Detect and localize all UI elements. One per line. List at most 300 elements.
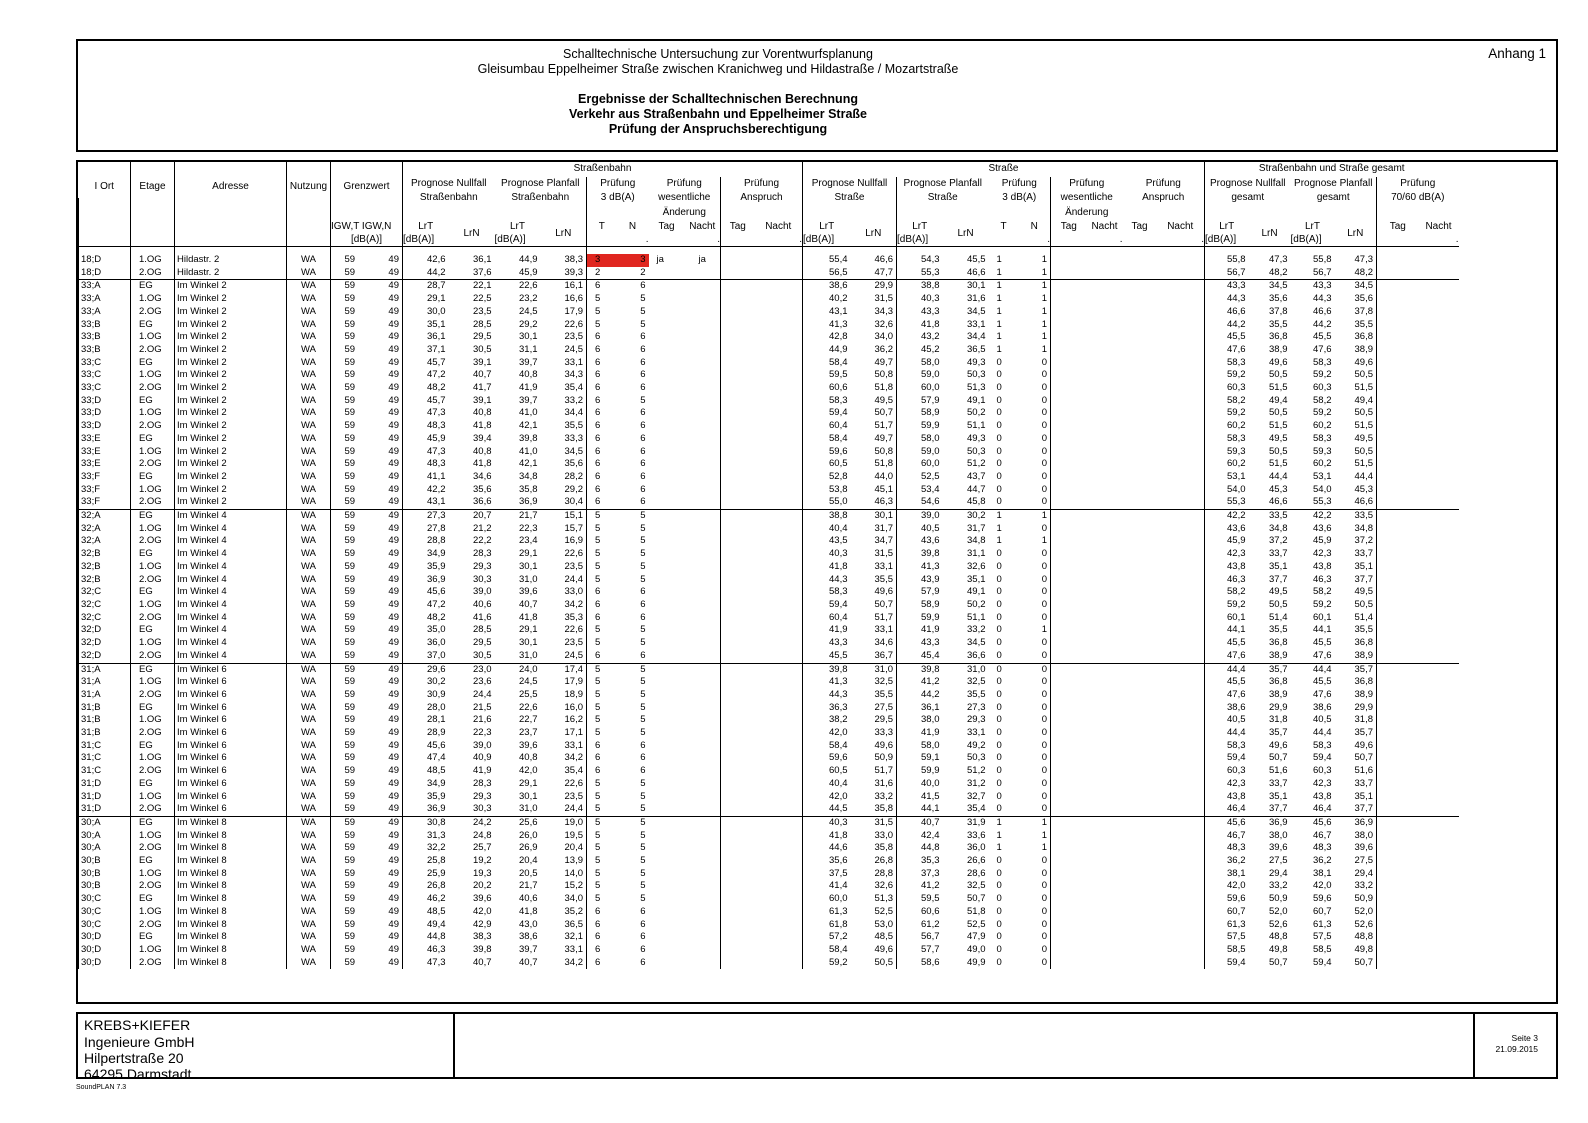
cell-null-tram-lrn: 35,6 [473, 483, 492, 495]
cell-null-road-lrt: 58,3 [803, 586, 851, 599]
cell-tram-wes-tag [649, 906, 685, 919]
cell-plan-tram-lrt: 20,4 [519, 855, 538, 867]
cell-plan-road-lrn: 34,5 [967, 637, 986, 649]
cell-empty [1157, 880, 1205, 893]
cell-empty [1157, 280, 1205, 293]
cell-tram-3db-n: 5 [617, 816, 649, 829]
cell-adresse: Im Winkel 2 [175, 357, 287, 370]
cell-nutzung: WA [287, 433, 331, 446]
col-header-sub [1419, 220, 1459, 247]
cell-empty [755, 880, 803, 893]
cell-null-road-lrt: 44,3 [803, 689, 851, 702]
cell-empty [1419, 880, 1459, 893]
col-header-sub [1205, 220, 1249, 247]
cell-nutzung: WA [287, 357, 331, 370]
cell-road-3db-n: 0 [1041, 803, 1047, 815]
cell-tram-3db-n: 6 [640, 458, 646, 470]
cell-plan-tram-lrn: 35,3 [564, 611, 583, 623]
cell-null-total-lrt: 58,2 [1205, 395, 1249, 408]
cell-null-total-lrn: 50,5 [1269, 369, 1288, 381]
cell-null-road-lrt: 35,6 [803, 855, 851, 868]
table-row [79, 957, 1459, 970]
cell-igw-n: 49 [388, 752, 399, 764]
cell-plan-road-lrn: 30,1 [943, 280, 989, 293]
cell-nutzung: WA [287, 816, 331, 829]
cell-igw-t: 59 [331, 420, 369, 433]
cell-igw-n: 49 [388, 254, 399, 265]
cell-adresse: Im Winkel 2 [175, 420, 287, 433]
cell-null-tram-lrt: 44,8 [403, 931, 449, 944]
cell-road-3db-t: 0 [996, 688, 1002, 700]
cell-empty [1157, 496, 1205, 509]
cell-empty [1051, 254, 1087, 267]
cell-empty [1419, 306, 1459, 319]
cell-empty [1087, 791, 1123, 804]
cell-empty [755, 586, 803, 599]
cell-empty [721, 702, 755, 715]
col-header-line: Prognose Nullfall [811, 177, 888, 189]
col-header-etage: Etage [131, 177, 175, 199]
cell-empty [1051, 906, 1087, 919]
cell-tram-wes-tag [649, 714, 685, 727]
cell-null-total-lrn: 29,4 [1269, 867, 1288, 879]
header-blank [175, 220, 287, 247]
cell-empty [1157, 893, 1205, 906]
cell-plan-road-lrt: 54,6 [897, 496, 943, 509]
cell-igw-t: 59 [331, 931, 369, 944]
cell-adresse: Im Winkel 8 [175, 855, 287, 868]
cell-empty [755, 650, 803, 663]
cell-ort: 33;D [79, 407, 131, 420]
cell-null-tram-lrt: 28,9 [403, 727, 449, 740]
cell-etage: 1.OG [131, 561, 175, 574]
cell-empty [1123, 496, 1157, 509]
cell-road-3db-n: 1 [1041, 624, 1047, 636]
cell-null-tram-lrt: 35,9 [403, 791, 449, 804]
cell-empty [1051, 599, 1087, 612]
cell-road-3db-t: 1 [989, 280, 1019, 293]
cell-empty [755, 293, 803, 306]
cell-tram-wes-tag [649, 740, 685, 753]
cell-plan-tram-lrt: 22,3 [519, 522, 538, 534]
cell-road-3db-n: 0 [1041, 470, 1047, 482]
cell-plan-tram-lrt: 30,1 [519, 560, 538, 572]
cell-null-total-lrt: 47,6 [1205, 344, 1249, 357]
cell-tram-3db-n: 5 [640, 624, 646, 636]
cell-etage: 2.OG [131, 574, 175, 587]
cell-empty [1419, 714, 1459, 727]
cell-empty [1051, 267, 1087, 280]
cell-empty [721, 778, 755, 791]
cell-tram-wes-tag [649, 727, 685, 740]
cell-plan-total-lrn: 38,0 [1354, 829, 1373, 841]
cell-ort: 32;A [79, 535, 131, 548]
cell-plan-total-lrn: 52,6 [1354, 918, 1373, 930]
cell-igw-t: 59 [331, 624, 369, 637]
cell-tram-wes-tag [649, 880, 685, 893]
cell-adresse: Im Winkel 8 [175, 931, 287, 944]
cell-nutzung: WA [287, 331, 331, 344]
cell-null-tram-lrn: 22,5 [473, 293, 492, 305]
cell-plan-tram-lrt: 21,7 [519, 880, 538, 892]
cell-plan-total-lrt: 59,4 [1313, 752, 1332, 764]
cell-tram-wes-nacht [685, 344, 721, 357]
cell-empty [1419, 791, 1459, 804]
cell-ort: 31;D [79, 791, 131, 804]
cell-empty [1051, 407, 1087, 420]
col-header-sub [803, 220, 851, 247]
cell-tram-3db-t: 5 [587, 702, 617, 715]
cell-tram-wes-tag [649, 420, 685, 433]
cell-plan-tram-lrt: 30,1 [519, 790, 538, 802]
cell-tram-3db-n: 6 [640, 765, 646, 777]
cell-tram-wes-nacht [685, 510, 721, 523]
cell-ort: 33;B [79, 319, 131, 332]
cell-null-total-lrn: 51,5 [1269, 382, 1288, 394]
cell-plan-road-lrn: 31,2 [967, 777, 986, 789]
cell-null-total-lrn: 31,8 [1269, 714, 1288, 726]
cell-empty [1087, 906, 1123, 919]
cell-plan-total-lrn: 49,5 [1354, 432, 1373, 444]
cell-plan-tram-lrn: 19,0 [541, 816, 587, 829]
cell-plan-road-lrn: 43,7 [967, 470, 986, 482]
header-line-1: Schalltechnische Untersuchung zur Vorentwurfsplanung [563, 47, 873, 61]
cell-empty [1377, 280, 1419, 293]
cell-igw-n: 49 [388, 765, 399, 777]
cell-empty [1377, 254, 1419, 267]
cell-null-total-lrn: 33,7 [1269, 777, 1288, 789]
col-header-igw [331, 220, 403, 247]
table-row [79, 689, 1459, 702]
cell-empty [721, 931, 755, 944]
cell-empty [1051, 382, 1087, 395]
cell-plan-road-lrt: 38,0 [897, 714, 943, 727]
cell-null-road-lrn: 33,1 [874, 624, 893, 636]
cell-plan-total-lrn: 29,4 [1354, 867, 1373, 879]
cell-empty [1377, 816, 1419, 829]
cell-empty [1051, 484, 1087, 497]
cell-road-3db-n: 1 [1041, 343, 1047, 355]
cell-null-road-lrt: 58,3 [803, 395, 851, 408]
cell-tram-wes-nacht [685, 357, 721, 370]
cell-empty [1377, 944, 1419, 957]
cell-empty [755, 702, 803, 715]
cell-plan-total-lrn: 50,5 [1354, 598, 1373, 610]
cell-plan-total-lrn: 50,5 [1354, 445, 1373, 457]
cell-road-3db-t: 0 [996, 790, 1002, 802]
cell-null-total-lrn: 46,6 [1269, 496, 1288, 508]
cell-plan-total-lrt: 60,1 [1313, 611, 1332, 623]
cell-plan-road-lrn: 45,5 [967, 254, 986, 265]
cell-null-tram-lrt: 45,6 [403, 586, 449, 599]
col-header-line: gesamt [1231, 192, 1265, 203]
cell-empty [721, 919, 755, 932]
cell-null-road-lrt: 36,3 [803, 702, 851, 715]
cell-null-total-lrt: 46,3 [1205, 574, 1249, 587]
cell-igw-t: 59 [331, 842, 369, 855]
cell-empty [1051, 306, 1087, 319]
cell-empty [1157, 778, 1205, 791]
cell-plan-road-lrn: 32,5 [967, 676, 986, 688]
cell-empty [1051, 586, 1087, 599]
cell-tram-wes-tag [649, 369, 685, 382]
cell-empty [1157, 357, 1205, 370]
cell-null-tram-lrt: 42,2 [403, 484, 449, 497]
cell-empty [1051, 855, 1087, 868]
cell-empty [721, 471, 755, 484]
cell-plan-tram-lrn: 16,9 [564, 535, 583, 547]
cell-empty [1123, 893, 1157, 906]
cell-empty [1123, 957, 1157, 970]
cell-null-total-lrn: 36,8 [1269, 676, 1288, 688]
cell-plan-total-lrt: 45,6 [1291, 816, 1335, 829]
cell-tram-3db-n: 5 [640, 803, 646, 815]
cell-null-road-lrt: 39,8 [803, 663, 851, 676]
cell-null-tram-lrn: 23,0 [449, 663, 495, 676]
cell-empty [1157, 344, 1205, 357]
cell-tram-wes-nacht [685, 369, 721, 382]
cell-igw-n: 49 [369, 816, 403, 829]
cell-empty [1123, 319, 1157, 332]
cell-empty [1123, 803, 1157, 816]
cell-plan-total-lrn: 49,5 [1354, 586, 1373, 598]
cell-igw-t: 59 [331, 765, 369, 778]
cell-tram-3db-n: 6 [640, 445, 646, 457]
cell-null-road-lrn: 51,3 [874, 893, 893, 905]
cell-empty [755, 689, 803, 702]
cell-empty [1377, 727, 1419, 740]
cell-empty [755, 868, 803, 881]
cell-igw-t: 59 [331, 535, 369, 548]
cell-nutzung: WA [287, 714, 331, 727]
col-header-line: T [1000, 221, 1007, 232]
cell-null-tram-lrt: 26,8 [403, 880, 449, 893]
cell-tram-wes-tag [649, 548, 685, 561]
cell-tram-wes-nacht [685, 535, 721, 548]
cell-empty [1051, 752, 1087, 765]
cell-nutzung: WA [287, 868, 331, 881]
cell-road-3db-n: 0 [1041, 382, 1047, 394]
col-header-line: Anspruch [740, 192, 783, 203]
header-blank [287, 198, 331, 220]
cell-plan-tram-lrn: 34,2 [564, 752, 583, 764]
cell-tram-wes-tag [649, 637, 685, 650]
cell-null-road-lrt: 53,8 [803, 484, 851, 497]
row-spacer [541, 247, 587, 255]
cell-null-road-lrn: 46,6 [874, 254, 893, 265]
cell-empty [721, 496, 755, 509]
cell-ort: 33;C [79, 382, 131, 395]
cell-null-total-lrt: 59,6 [1205, 893, 1249, 906]
cell-ort: 18;D [79, 267, 131, 280]
col-header-line: Prognose Planfall [501, 177, 580, 189]
cell-empty [755, 407, 803, 420]
cell-plan-tram-lrt: 41,8 [519, 611, 538, 623]
cell-plan-road-lrn: 27,3 [967, 701, 986, 713]
cell-null-road-lrt: 37,5 [803, 868, 851, 881]
cell-ort: 32;A [79, 510, 131, 523]
cell-nutzung: WA [287, 523, 331, 536]
cell-tram-wes-nacht [685, 689, 721, 702]
cell-null-total-lrn: 35,6 [1269, 293, 1288, 305]
cell-empty [1419, 458, 1459, 471]
cell-empty [1087, 548, 1123, 561]
col-header-line: Prüfung [1145, 177, 1181, 189]
cell-null-tram-lrt: 45,9 [403, 433, 449, 446]
cell-igw-t: 59 [331, 586, 369, 599]
cell-tram-wes-tag [649, 803, 685, 816]
cell-adresse: Im Winkel 4 [175, 523, 287, 536]
table-row [79, 752, 1459, 765]
cell-tram-3db-t: 5 [587, 561, 617, 574]
cell-empty [1377, 689, 1419, 702]
cell-igw-n: 49 [388, 331, 399, 343]
cell-null-total-lrn: 49,6 [1269, 739, 1288, 751]
cell-null-tram-lrn: 39,8 [473, 943, 492, 955]
cell-empty [1123, 676, 1157, 689]
cell-plan-road-lrn: 31,6 [967, 293, 986, 305]
cell-empty [755, 816, 803, 829]
cell-plan-road-lrn: 51,2 [967, 458, 986, 470]
cell-tram-wes-tag [649, 855, 685, 868]
col-header-line: LrN [463, 227, 480, 239]
cell-tram-wes-tag [649, 752, 685, 765]
cell-igw-n: 49 [388, 956, 399, 968]
cell-empty [1377, 906, 1419, 919]
cell-empty [1377, 957, 1419, 970]
cell-plan-tram-lrn: 38,3 [564, 254, 583, 265]
cell-empty [1123, 855, 1157, 868]
col-header-block [1377, 177, 1459, 221]
cell-adresse: Im Winkel 6 [175, 689, 287, 702]
cell-empty [1157, 624, 1205, 637]
cell-empty [1419, 752, 1459, 765]
cell-empty [1157, 535, 1205, 548]
cell-null-road-lrt: 59,4 [803, 407, 851, 420]
cell-ort: 31;B [79, 702, 131, 715]
cell-plan-total-lrn: 49,4 [1354, 394, 1373, 406]
cell-tram-wes-tag [649, 293, 685, 306]
cell-empty [721, 382, 755, 395]
cell-null-road-lrn: 51,8 [874, 458, 893, 470]
cell-road-3db-t: 1 [996, 829, 1002, 841]
cell-ort: 33;C [79, 369, 131, 382]
cell-tram-3db-t: 5 [587, 714, 617, 727]
cell-empty [1087, 855, 1123, 868]
cell-empty [755, 446, 803, 459]
cell-plan-total-lrn: 37,2 [1354, 535, 1373, 547]
cell-plan-road-lrn: 32,6 [967, 560, 986, 572]
col-header-sub [649, 220, 685, 247]
cell-road-3db-t: 0 [996, 445, 1002, 457]
table-row [79, 574, 1459, 587]
cell-adresse: Im Winkel 2 [175, 395, 287, 408]
cell-igw-n: 49 [388, 586, 399, 598]
cell-null-tram-lrt: 29,1 [403, 293, 449, 306]
cell-empty [1051, 676, 1087, 689]
cell-tram-3db-n: 6 [640, 586, 646, 598]
cell-null-total-lrn: 49,5 [1269, 586, 1288, 598]
cell-empty [1087, 599, 1123, 612]
cell-plan-tram-lrn: 16,6 [564, 293, 583, 305]
cell-etage: EG [131, 855, 175, 868]
cell-empty [1377, 765, 1419, 778]
cell-road-3db-t: 1 [996, 535, 1002, 547]
cell-empty [1377, 830, 1419, 843]
col-header-line: LrN [865, 227, 882, 239]
cell-empty [721, 331, 755, 344]
cell-nutzung: WA [287, 382, 331, 395]
cell-empty [721, 791, 755, 804]
cell-null-total-lrn: 38,9 [1269, 688, 1288, 700]
cell-plan-road-lrn: 35,4 [967, 803, 986, 815]
cell-empty [1123, 458, 1157, 471]
cell-plan-total-lrn: 39,6 [1354, 842, 1373, 854]
cell-empty [721, 267, 755, 280]
cell-null-total-lrn: 50,5 [1269, 598, 1288, 610]
cell-plan-total-lrn: 47,3 [1354, 254, 1373, 265]
cell-nutzung: WA [287, 893, 331, 906]
cell-null-total-lrn: 37,7 [1269, 573, 1288, 585]
cell-plan-road-lrn: 30,2 [943, 510, 989, 523]
cell-etage: 1.OG [131, 791, 175, 804]
cell-plan-tram-lrt: 42,0 [519, 765, 538, 777]
cell-plan-tram-lrt: 31,0 [519, 573, 538, 585]
cell-null-road-lrt: 43,5 [803, 535, 851, 548]
cell-plan-tram-lrn: 24,5 [564, 343, 583, 355]
cell-empty [721, 254, 755, 267]
cell-etage: EG [131, 893, 175, 906]
cell-tram-3db-t: 5 [587, 727, 617, 740]
cell-null-tram-lrn: 28,5 [473, 318, 492, 330]
cell-tram-wes-tag [649, 407, 685, 420]
cell-empty [1051, 420, 1087, 433]
cell-empty [1377, 369, 1419, 382]
header-blank [131, 220, 175, 247]
cell-plan-tram-lrt: 41,9 [519, 382, 538, 394]
cell-tram-wes-tag [649, 931, 685, 944]
cell-tram-wes-nacht [685, 484, 721, 497]
cell-road-3db-n: 0 [1041, 790, 1047, 802]
cell-adresse: Im Winkel 4 [175, 548, 287, 561]
cell-empty [1419, 548, 1459, 561]
cell-null-road-lrn: 47,7 [874, 266, 893, 278]
table-row [79, 919, 1459, 932]
cell-tram-wes-nacht [685, 957, 721, 970]
cell-null-road-lrn: 33,2 [874, 790, 893, 802]
header-blank [331, 198, 403, 220]
cell-empty [1419, 855, 1459, 868]
table-row [79, 561, 1459, 574]
cell-plan-total-lrn: 52,0 [1354, 905, 1373, 917]
cell-null-total-lrt: 59,2 [1205, 599, 1249, 612]
cell-road-3db-n: 0 [1041, 688, 1047, 700]
cell-empty [721, 574, 755, 587]
cell-empty [1377, 344, 1419, 357]
cell-empty [1419, 740, 1459, 753]
cell-null-tram-lrn: 41,7 [473, 382, 492, 394]
cell-road-3db-t: 0 [996, 777, 1002, 789]
cell-null-tram-lrn: 24,2 [449, 816, 495, 829]
cell-empty [1419, 280, 1459, 293]
cell-plan-tram-lrt: 45,9 [519, 266, 538, 278]
cell-igw-t: 59 [331, 791, 369, 804]
cell-plan-road-lrn: 47,9 [967, 931, 986, 943]
cell-adresse: Im Winkel 4 [175, 510, 287, 523]
cell-null-tram-lrt: 37,0 [403, 650, 449, 663]
cell-empty [1051, 624, 1087, 637]
cell-null-total-lrt: 58,5 [1205, 944, 1249, 957]
